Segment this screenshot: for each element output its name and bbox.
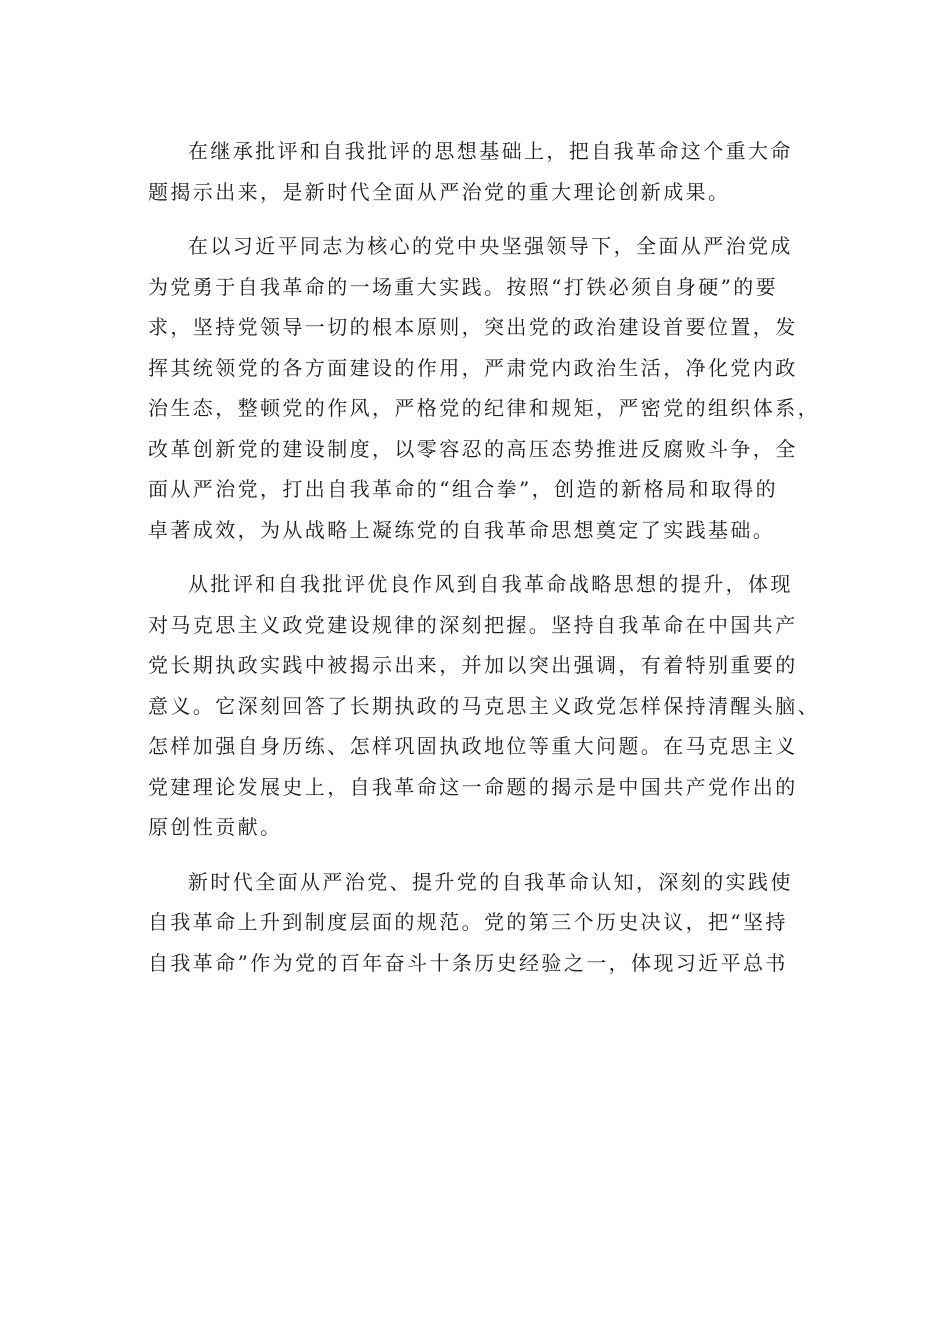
text-line: 从批评和自我批评优良作风到自我革命战略思想的提升，体现	[188, 572, 793, 596]
text-line: 对马克思主义政党建设规律的深刻把握。坚持自我革命在中国共产	[148, 612, 798, 637]
paragraph-1	[148, 131, 808, 212]
text-line: 党长期执政实践中被揭示出来，并加以突出强调，有着特别重要的	[148, 653, 798, 677]
document-page	[148, 131, 820, 997]
text-line: 改革创新党的建设制度，以零容忍的高压态势推进反腐败斗争，全	[148, 436, 798, 461]
text-line: 在以习近平同志为核心的党中央坚强领导下，全面从严治党成	[188, 234, 793, 258]
text-line: 挥其统领党的各方面建设的作用，严肃党内政治生活，净化党内政	[148, 355, 798, 380]
paragraph-2	[148, 226, 820, 550]
paragraph-3	[148, 564, 820, 848]
text-line: 自我革命”作为党的百年奋斗十条历史经验之一，体现习近平总书	[148, 950, 788, 975]
text-line: 意义。它深刻回答了长期执政的马克思主义政党怎样保持清醒头脑、	[148, 693, 820, 718]
paragraph-4	[148, 862, 808, 984]
text-line: 在继承批评和自我批评的思想基础上，把自我革命这个重大命	[188, 139, 793, 163]
text-line: 怎样加强自身历练、怎样巩固执政地位等重大问题。在马克思主义	[148, 734, 798, 758]
text-line: 为党勇于自我革命的一场重大实践。按照“打铁必须自身硬”的要	[148, 274, 779, 299]
text-line: 题揭示出来，是新时代全面从严治党的重大理论创新成果。	[148, 179, 731, 204]
text-line: 党建理论发展史上，自我革命这一命题的揭示是中国共产党作出的	[148, 774, 798, 799]
text-line: 新时代全面从严治党、提升党的自我革命认知，深刻的实践使	[188, 869, 793, 894]
text-line: 卓著成效，为从战略上凝练党的自我革命思想奠定了实践基础。	[148, 517, 776, 542]
text-line: 自我革命上升到制度层面的规范。党的第三个历史决议，把“坚持	[148, 910, 788, 934]
text-line: 治生态，整顿党的作风，严格党的纪律和规矩，严密党的组织体系，	[148, 396, 820, 420]
text-line: 面从严治党，打出自我革命的“组合拳”，创造的新格局和取得的	[148, 477, 779, 501]
text-line: 求，坚持党领导一切的根本原则，突出党的政治建设首要位置，发	[148, 315, 798, 339]
text-line: 原创性贡献。	[148, 815, 283, 839]
